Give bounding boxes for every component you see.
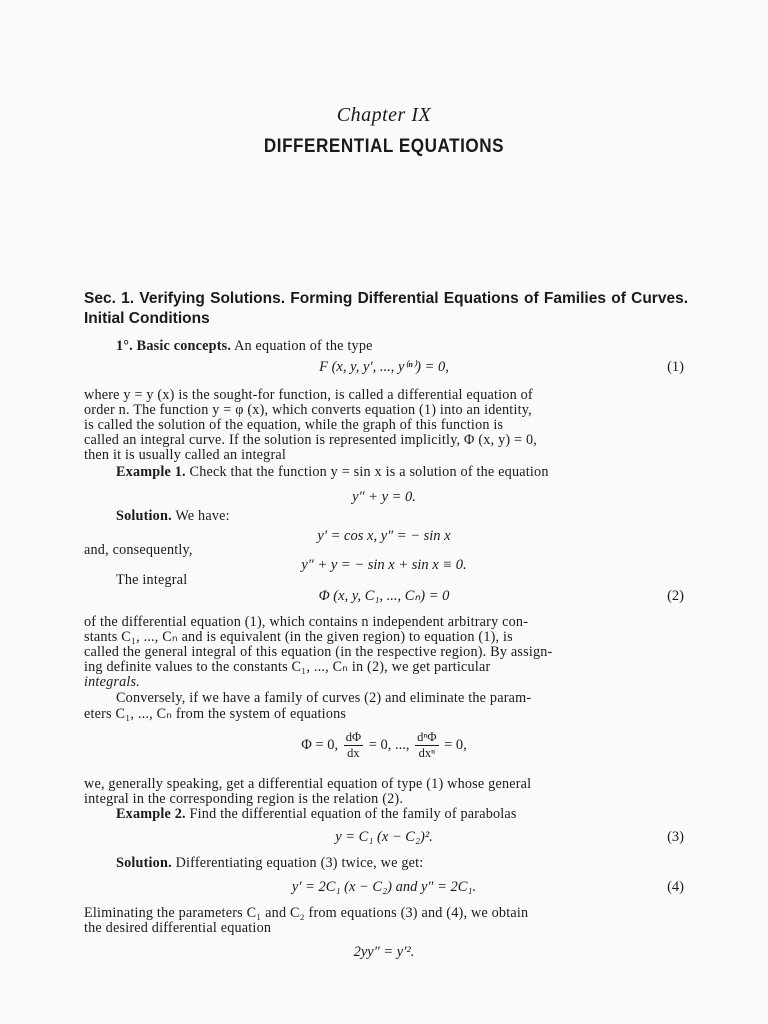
example-2-label: Example 2. — [116, 806, 186, 822]
paragraph-2-line-5: integrals. — [84, 674, 140, 690]
equation-1: F (x, y, y′, ..., y⁽ⁿ⁾) = 0, — [319, 359, 449, 375]
solution-2-label: Solution. — [116, 855, 172, 871]
system-first-derivative: $\frac{d\Phi}{dx}$ — [345, 730, 362, 760]
chapter-title: DIFFERENTIAL EQUATIONS — [263, 136, 505, 157]
system-phi: Φ = 0, — [301, 736, 339, 753]
paragraph-2-line-4: ing definite values to the constants C₁, ..., Cₙ in (2), we get particular — [84, 659, 491, 675]
equation-2: Φ (x, y, C₁, ..., Cₙ) = 0 — [318, 588, 450, 604]
system-first-derivative-tail: = 0, ..., — [368, 736, 410, 753]
final-equation: 2yy″ = y′². — [353, 944, 415, 960]
system-nth-derivative: $\frac{\text{dⁿΦ}}{\text{dxⁿ}}$ — [417, 730, 437, 760]
paragraph-1-line-5: then it is usually called an integral — [84, 447, 287, 463]
example-1-text: Check that the function y = sin x is a solution of the equation — [189, 464, 549, 480]
solution-1-line — [116, 509, 230, 523]
example-1-equation: y″ + y = 0. — [352, 489, 416, 505]
equation-4-number: (4) — [667, 879, 684, 895]
paragraph-2-line-1: of the differential equation (1), which contains n independent arbitrary con- — [84, 614, 529, 630]
paragraph-1-line-4: called an integral curve. If the solution is represented implicitly, Φ (x, y) = 0, — [84, 432, 538, 448]
paragraph-2-line-2: stants C₁, ..., Cₙ and is equivalent (in the given region) to equation (1), is — [84, 629, 513, 645]
solution-2-line — [116, 856, 423, 870]
example-1-label: Example 1. — [116, 464, 186, 480]
solution-1-derivatives: y′ = cos x, y″ = − sin x — [317, 528, 451, 544]
paragraph-1-line-1: where y = y (x) is the sought-for function, is called a differential equation of — [84, 387, 533, 403]
system-nth-derivative-tail: = 0, — [444, 736, 467, 753]
subsection-intro: An equation of the type — [234, 338, 373, 354]
paragraph-3-line-2: eters C₁, ..., Cₙ from the system of equations — [84, 706, 347, 722]
paragraph-3-line-1: Conversely, if we have a family of curves (2) and eliminate the param- — [116, 690, 532, 706]
subsection-label: 1°. Basic concepts. — [116, 338, 232, 354]
equation-4: y′ = 2C₁ (x − C₂) and y″ = 2C₁. — [291, 879, 477, 895]
solution-2-text: Differentiating equation (3) twice, we get: — [175, 855, 424, 871]
paragraph-1-line-2: order n. The function y = φ (x), which converts equation (1) into an identity, — [84, 402, 532, 418]
equation-2-number: (2) — [667, 588, 684, 604]
solution-1-label: Solution. — [116, 508, 172, 524]
paragraph-1-line-3: is called the solution of the equation, while the graph of this function is — [84, 417, 504, 433]
section-heading: Sec. 1. Verifying Solutions. Forming Differential Equations of Families of Curves. Initial Conditions — [84, 290, 688, 327]
consequently-text: and, consequently, — [84, 542, 193, 558]
equation-3: y = C₁ (x − C₂)². — [335, 829, 433, 845]
paragraph-4-line-1: we, generally speaking, get a differential equation of type (1) whose general — [84, 776, 532, 792]
the-integral-text: The integral — [116, 572, 188, 588]
equation-3-number: (3) — [667, 829, 684, 845]
system-of-equations — [0, 730, 768, 761]
paragraph-4-line-2: integral in the corresponding region is the relation (2). — [84, 791, 404, 807]
equation-1-number: (1) — [667, 359, 684, 375]
solution-1-check: y″ + y = − sin x + sin x ≡ 0. — [301, 557, 467, 573]
subsection-intro-line — [116, 339, 373, 353]
paragraph-5-line-2: the desired differential equation — [84, 920, 272, 936]
solution-1-text: We have: — [175, 508, 230, 524]
chapter-label: Chapter IX — [336, 104, 432, 126]
paragraph-2-line-3: called the general integral of this equation (in the respective region). By assign- — [84, 644, 553, 660]
paragraph-5-line-1: Eliminating the parameters C₁ and C₂ from equations (3) and (4), we obtain — [84, 905, 529, 921]
example-2-line — [116, 807, 517, 821]
example-1-line — [116, 465, 549, 479]
example-2-text: Find the differential equation of the family of parabolas — [189, 806, 517, 822]
